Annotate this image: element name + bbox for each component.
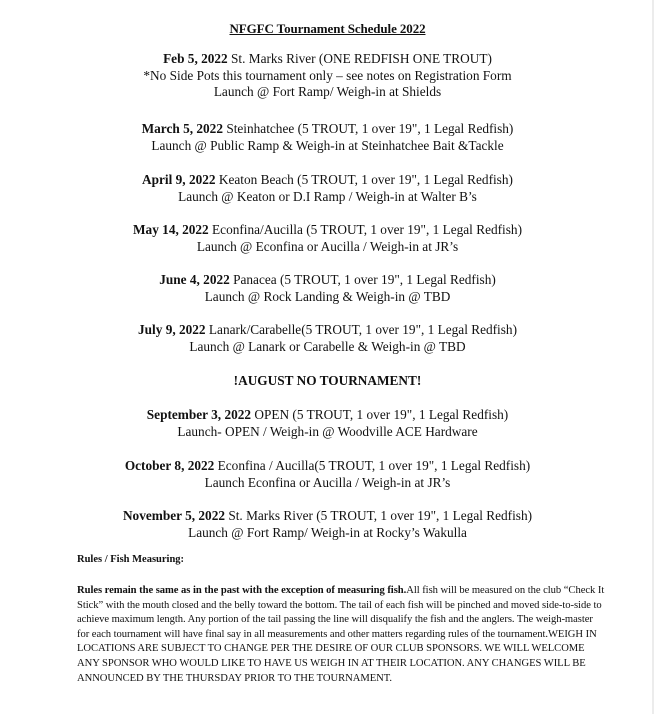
event-launch: Launch @ Keaton or D.I Ramp / Weigh-in at Walter B’s <box>178 188 477 204</box>
event-date: November 5, 2022 <box>122 508 226 523</box>
event-date: October 8, 2022 <box>124 458 215 473</box>
event-feb <box>0 51 655 101</box>
event-september <box>0 407 655 440</box>
event-launch: Launch @ Public Ramp & Weigh-in at Steinhatchee Bait &Tackle <box>151 137 504 153</box>
event-details: Econfina / Aucilla(5 TROUT, 1 over 19", 1 Legal Redfish) <box>217 458 531 473</box>
event-details: Panacea (5 TROUT, 1 over 19", 1 Legal Redfish) <box>233 272 496 287</box>
event-may <box>0 222 655 255</box>
event-date: Feb 5, 2022 <box>163 51 228 66</box>
rules-heading: Rules / Fish Measuring: <box>77 554 185 565</box>
event-note: *No Side Pots this tournament only – see notes on Registration Form <box>143 67 512 83</box>
event-details: OPEN (5 TROUT, 1 over 19", 1 Legal Redfish) <box>254 407 509 422</box>
page-edge-divider <box>652 0 654 714</box>
event-november <box>0 508 655 541</box>
event-details: Econfina/Aucilla (5 TROUT, 1 over 19", 1 Legal Redfish) <box>212 222 522 237</box>
event-date: March 5, 2022 <box>141 121 223 136</box>
event-details: Steinhatchee (5 TROUT, 1 over 19", 1 Legal Redfish) <box>226 121 514 136</box>
event-launch: Launch @ Rock Landing & Weigh-in @ TBD <box>204 288 451 304</box>
event-date: May 14, 2022 <box>133 222 209 237</box>
event-launch: Launch @ Fort Ramp/ Weigh-in at Rocky’s Wakulla <box>188 524 467 540</box>
event-date: July 9, 2022 <box>137 322 206 337</box>
event-date: June 4, 2022 <box>159 272 230 287</box>
event-launch: Launch Econfina or Aucilla / Weigh-in at JR’s <box>204 474 451 490</box>
document-title: NFGFC Tournament Schedule 2022 <box>229 21 426 36</box>
event-october <box>0 458 655 491</box>
event-launch: Launch @ Lanark or Carabelle & Weigh-in @ TBD <box>189 338 466 354</box>
event-details: Lanark/Carabelle(5 TROUT, 1 over 19", 1 Legal Redfish) <box>208 322 518 337</box>
event-details: St. Marks River (5 TROUT, 1 over 19", 1 Legal Redfish) <box>228 508 533 523</box>
event-details: Keaton Beach (5 TROUT, 1 over 19", 1 Legal Redfish) <box>218 172 513 187</box>
event-april <box>0 172 655 205</box>
rules-text: All fish will be measured on the club “Check It Stick” with the mouth closed and the belly toward the bottom. The tail of each fish will be pinched and moved side-to-side to achieve maximum length. Any portion of the tail passing the line will disqualify the fish and the anglers. The weigh-master for each tournament will have final say in all measurements and other matters regarding rules of the tournament.WEIGH IN LOCATIONS ARE SUBJECT TO CHANGE PER THE DESIRE OF OUR CLUB SPONSORS. WE WILL WELCOME ANY SPONSOR WHO WOULD LIKE TO HAVE US WEIGH IN AT THEIR LOCATION. ANY CHANGES WILL BE ANNOUNCED BY THE THURSDAY PRIOR TO THE TOURNAMENT. <box>77 585 605 684</box>
event-date: April 9, 2022 <box>142 172 216 187</box>
event-date: September 3, 2022 <box>146 407 252 422</box>
event-details: St. Marks River (ONE REDFISH ONE TROUT) <box>231 51 492 66</box>
event-march <box>0 121 655 154</box>
event-launch: Launch @ Fort Ramp/ Weigh-in at Shields <box>213 84 442 99</box>
event-launch: Launch @ Econfina or Aucilla / Weigh-in at JR’s <box>196 238 459 254</box>
event-june <box>0 272 655 305</box>
rules-lead: Rules remain the same as in the past with the exception of measuring fish. <box>77 585 407 596</box>
rules-paragraph <box>77 584 607 686</box>
august-notice: !AUGUST NO TOURNAMENT! <box>233 373 422 388</box>
event-launch: Launch- OPEN / Weigh-in @ Woodville ACE Hardware <box>177 423 478 439</box>
event-july <box>0 322 655 355</box>
